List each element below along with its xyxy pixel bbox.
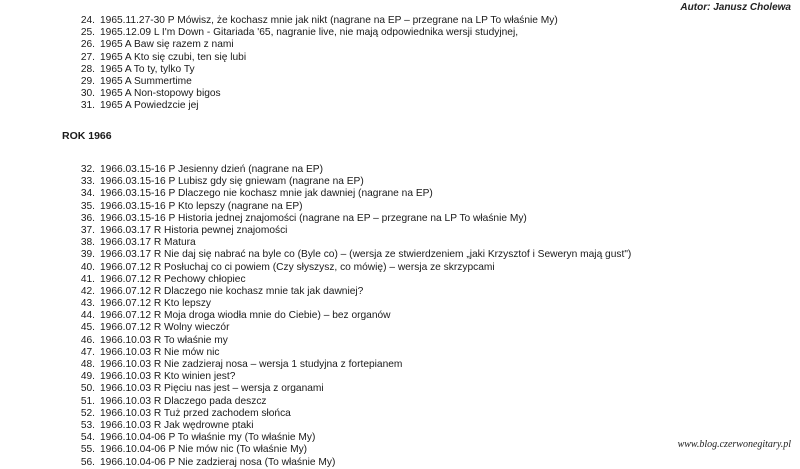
item-number: 45.: [80, 322, 95, 334]
item-number: 26.: [80, 39, 95, 51]
item-number: 52.: [80, 407, 95, 419]
item-text: 1966.10.03 R Dlaczego pada deszcz: [100, 395, 267, 407]
item-number: 44.: [80, 310, 95, 322]
item-text: 1966.10.03 R Nie zadzieraj nosa – wersja 1 studyjna z fortepianem: [100, 359, 403, 370]
list-item: [0, 408, 800, 420]
list-item: [0, 396, 800, 408]
list-item: [0, 457, 800, 469]
list-item: [0, 371, 800, 383]
item-number: 40.: [80, 261, 95, 273]
item-number: 50.: [80, 383, 95, 395]
item-number: 38.: [80, 237, 95, 249]
item-text: 1966.07.12 R Kto lepszy: [100, 298, 212, 310]
item-text: 1965 A Baw się razem z nami: [100, 39, 234, 51]
list-item: [0, 39, 800, 51]
item-text: 1966.10.04-06 P Nie mów nic (To właśnie My): [100, 444, 308, 456]
list-item: [0, 274, 800, 286]
item-number: 46.: [80, 334, 95, 346]
item-number: 32.: [80, 164, 95, 175]
recordings-list-1965: [0, 15, 800, 113]
item-number: 39.: [80, 249, 95, 261]
item-text: 1965 A Summertime: [100, 75, 192, 87]
list-item: [0, 64, 800, 76]
item-number: 55.: [80, 444, 95, 456]
item-text: 1966.07.12 R Moja droga wiodła mnie do Ciebie) – bez organów: [100, 310, 391, 322]
list-item: [0, 359, 800, 371]
list-item: [0, 347, 800, 359]
item-number: 25.: [80, 27, 95, 39]
item-text: 1965 A Kto się czubi, ten się lubi: [100, 51, 247, 63]
item-text: 1966.10.04-06 P To właśnie my (To właśnie My): [100, 432, 316, 444]
item-text: 1966.03.15-16 P Lubisz gdy się gniewam (nagrane na EP): [100, 176, 364, 188]
year-heading-1966: ROK 1966: [62, 130, 112, 142]
list-item: [0, 188, 800, 200]
item-text: 1966.07.12 R Pechowy chłopiec: [100, 273, 246, 285]
item-number: 33.: [80, 176, 95, 188]
list-item: [0, 164, 800, 176]
item-number: 37.: [80, 224, 95, 236]
item-number: 56.: [80, 456, 95, 468]
item-text: 1966.03.17 R Matura: [100, 237, 196, 249]
list-item: [0, 322, 800, 334]
item-text: 1965 A Non-stopowy bigos: [100, 88, 221, 100]
item-number: 24.: [80, 15, 95, 26]
list-item: [0, 262, 800, 274]
item-number: 29.: [80, 75, 95, 87]
item-text: 1966.10.03 R Kto winien jest?: [100, 371, 236, 383]
item-text: 1966.03.17 R Historia pewnej znajomości: [100, 224, 288, 236]
item-number: 43.: [80, 298, 95, 310]
item-text: 1966.10.03 R Tuż przed zachodem słońca: [100, 407, 291, 419]
list-item: [0, 52, 800, 64]
item-text: 1966.10.03 R Jak wędrowne ptaki: [100, 419, 254, 431]
list-item: [0, 298, 800, 310]
item-number: 35.: [80, 200, 95, 212]
item-number: 42.: [80, 285, 95, 297]
list-item: [0, 420, 800, 432]
list-item: [0, 310, 800, 322]
footer-site: www.blog.czerwonegitary.pl: [677, 439, 791, 450]
item-text: 1966.03.15-16 P Dlaczego nie kochasz mnie jak dawniej (nagrane na EP): [100, 188, 433, 200]
item-text: 1966.03.15-16 P Kto lepszy (nagrane na EP): [100, 200, 303, 212]
item-number: 30.: [80, 88, 95, 100]
list-item: [0, 176, 800, 188]
item-text: 1966.07.12 R Dlaczego nie kochasz mnie tak jak dawniej?: [100, 285, 364, 297]
item-number: 34.: [80, 188, 95, 200]
item-number: 31.: [80, 100, 95, 112]
item-text: 1966.07.12 R Posłuchaj co ci powiem (Czy słyszysz, co mówię) – wersja ze skrzypcami: [100, 261, 495, 273]
item-number: 36.: [80, 212, 95, 224]
author-credit: Autor: Janusz Cholewa: [680, 2, 791, 13]
item-text: 1966.03.15-16 P Historia jednej znajomości (nagrane na EP – przegrane na LP To właśnie My): [100, 212, 527, 224]
list-item: [0, 286, 800, 298]
recordings-list-1966: [0, 164, 800, 469]
list-item: [0, 76, 800, 88]
list-item: [0, 383, 800, 395]
list-item: [0, 335, 800, 347]
list-item: [0, 201, 800, 213]
item-text: 1966.10.03 R Nie mów nic: [100, 346, 220, 358]
item-number: 47.: [80, 346, 95, 358]
item-text: 1966.10.03 R To właśnie my: [100, 334, 228, 346]
list-item: [0, 100, 800, 112]
item-number: 28.: [80, 63, 95, 75]
list-item: [0, 225, 800, 237]
item-text: 1966.03.15-16 P Jesienny dzień (nagrane na EP): [100, 164, 323, 175]
item-number: 48.: [80, 359, 95, 370]
item-number: 49.: [80, 371, 95, 383]
item-text: 1965 A To ty, tylko Ty: [100, 63, 195, 75]
list-item: [0, 15, 800, 27]
item-number: 54.: [80, 432, 95, 444]
list-item: [0, 237, 800, 249]
item-text: 1966.10.04-06 P Nie zadzieraj nosa (To właśnie My): [100, 456, 336, 468]
list-item: [0, 27, 800, 39]
item-text: 1966.07.12 R Wolny wieczór: [100, 322, 230, 334]
item-text: 1966.10.03 R Pięciu nas jest – wersja z organami: [100, 383, 324, 395]
item-number: 51.: [80, 395, 95, 407]
item-number: 53.: [80, 419, 95, 431]
list-item: [0, 249, 800, 261]
list-item: [0, 88, 800, 100]
item-text: 1966.03.17 R Nie daj się nabrać na byle co (Byle co) – (wersja ze stwierdzeniem „jaki Krzysztof i Seweryn mają gust"): [100, 249, 632, 261]
item-number: 27.: [80, 51, 95, 63]
item-text: 1965 A Powiedzcie jej: [100, 100, 199, 112]
list-item: [0, 213, 800, 225]
item-text: 1965.11.27-30 P Mówisz, że kochasz mnie jak nikt (nagrane na EP – przegrane na LP To właśnie My): [100, 15, 558, 26]
item-number: 41.: [80, 273, 95, 285]
item-text: 1965.12.09 L I'm Down - Gitariada '65, nagranie live, nie mają odpowiednika wersji studyjnej,: [100, 27, 519, 39]
